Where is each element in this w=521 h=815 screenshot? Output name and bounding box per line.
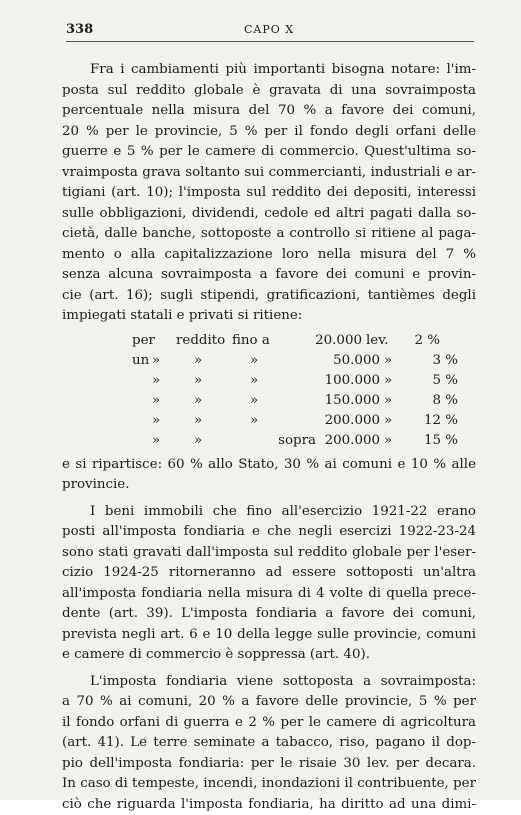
text-line: L'imposta fondiaria viene sottoposta a sovraimposta: [62, 672, 476, 693]
table-cell: 12 % [418, 411, 458, 431]
table-cell: » [194, 411, 250, 431]
running-header [66, 22, 474, 40]
tax-rate-table [62, 331, 476, 451]
text-line: posti all'imposta fondiaria e che negli esercizi 1922-23-24 [62, 522, 476, 543]
table-cell: sopra [250, 431, 322, 451]
text-line: percentuale nella misura del 70 % a favore dei comuni, [62, 101, 476, 122]
table-cell: 15 % [418, 431, 458, 451]
chapter-title: CAPO X [244, 23, 294, 36]
text-line: e si ripartisce: 60 % allo Stato, 30 % ai comuni e 10 % alle [62, 455, 476, 476]
table-cell: » [384, 351, 418, 371]
table-cell: » [250, 351, 322, 371]
table-cell: 50.000 [322, 351, 384, 371]
text-line: (art. 41). Le terre seminate a tabacco, riso, pagano il dop- [62, 733, 476, 754]
text-line: sulle obbligazioni, dividendi, cedole ed altri pagati dalla so- [62, 204, 476, 225]
table-row [62, 391, 476, 411]
table-row [62, 351, 476, 371]
text-line: ciò che riguarda l'imposta fondiaria, ha diritto ad una dimi- [62, 795, 476, 815]
text-line: vraimposta grava soltanto sui commercianti, industriali e ar- [62, 163, 476, 184]
text-line: mento o alla capitalizzazione loro nella misura del 7 % [62, 245, 476, 266]
page-body [62, 60, 476, 815]
paragraph-3 [62, 672, 476, 815]
text-line: a 70 % ai comuni, 20 % a favore delle provincie, 5 % per [62, 692, 476, 713]
table-row [62, 371, 476, 391]
table-cell: » [62, 431, 194, 451]
text-line: e camere di commercio è soppressa (art. 40). [62, 645, 476, 666]
table-cell: 5 % [418, 371, 458, 391]
table-cell: » [384, 371, 418, 391]
table-row [62, 331, 476, 351]
table-cell: » [62, 351, 194, 371]
table-cell: » [250, 391, 322, 411]
table-cell: » [62, 391, 194, 411]
header-rule [66, 41, 474, 42]
text-line: cizio 1924-25 ritorneranno ad essere sottoposti un'altra [62, 563, 476, 584]
table-cell: 3 % [418, 351, 458, 371]
table-row [62, 411, 476, 431]
text-line: tigiani (art. 10); l'imposta sul reddito dei depositi, interessi [62, 183, 476, 204]
text-line: In caso di tempeste, incendi, inondazioni il contribuente, per [62, 774, 476, 795]
table-cell: reddito [176, 331, 232, 351]
text-line: sono stati gravati dall'imposta sul reddito globale per l'eser- [62, 543, 476, 564]
paragraph-1 [62, 60, 476, 327]
text-line: senza alcuna sovraimposta a favore dei comuni e provin- [62, 265, 476, 286]
text-line: cie (art. 16); sugli stipendi, gratificazioni, tantièmes degli [62, 286, 476, 307]
text-line: 20 % per le provincie, 5 % per il fondo degli orfani delle [62, 122, 476, 143]
table-cell: » [194, 431, 250, 451]
table-cell: » [250, 371, 322, 391]
text-line: I beni immobili che fino all'esercizio 1921-22 erano [62, 502, 476, 523]
table-cell: » [194, 371, 250, 391]
table-cell: 200.000 [322, 431, 384, 451]
table-followup [62, 455, 476, 496]
table-cell: 100.000 [322, 371, 384, 391]
table-cell: 8 % [418, 391, 458, 411]
paragraph-2 [62, 502, 476, 666]
table-cell: » [384, 431, 418, 451]
text-line: posta sul reddito globale è gravata di una sovraimposta [62, 81, 476, 102]
table-cell: 2 % [400, 331, 440, 351]
table-row [62, 431, 476, 451]
text-line: impiegati statali e privati si ritiene: [62, 306, 476, 327]
table-cell: lev. [366, 331, 400, 351]
table-cell: 150.000 [322, 391, 384, 411]
text-line: cietà, dalle banche, sottoposte a controllo si ritiene al paga- [62, 224, 476, 245]
table-cell: » [194, 391, 250, 411]
table-cell: fino a [232, 331, 304, 351]
table-cell: » [62, 371, 194, 391]
table-cell: » [384, 391, 418, 411]
table-cell: 20.000 [304, 331, 366, 351]
text-line: provincie. [62, 475, 476, 496]
text-line: guerre e 5 % per le camere di commercio. Quest'ultima so- [62, 142, 476, 163]
table-cell: » [384, 411, 418, 431]
text-line: pio dell'imposta fondiaria: per le risaie 30 lev. per decara. [62, 754, 476, 775]
table-cell: » [62, 411, 194, 431]
text-line: prevista negli art. 6 e 10 della legge sulle provincie, comuni [62, 625, 476, 646]
table-cell: per un [62, 331, 176, 351]
table-cell: 200.000 [322, 411, 384, 431]
text-line: Fra i cambiamenti più importanti bisogna notare: l'im- [62, 60, 476, 81]
text-line: dente (art. 39). L'imposta fondiaria a favore dei comuni, [62, 604, 476, 625]
text-line: il fondo orfani di guerra e 2 % per le camere di agricoltura [62, 713, 476, 734]
table-cell: » [250, 411, 322, 431]
text-line: all'imposta fondiaria nella misura di 4 volte di quella prece- [62, 584, 476, 605]
page-number: 338 [66, 22, 93, 37]
table-cell: » [194, 351, 250, 371]
